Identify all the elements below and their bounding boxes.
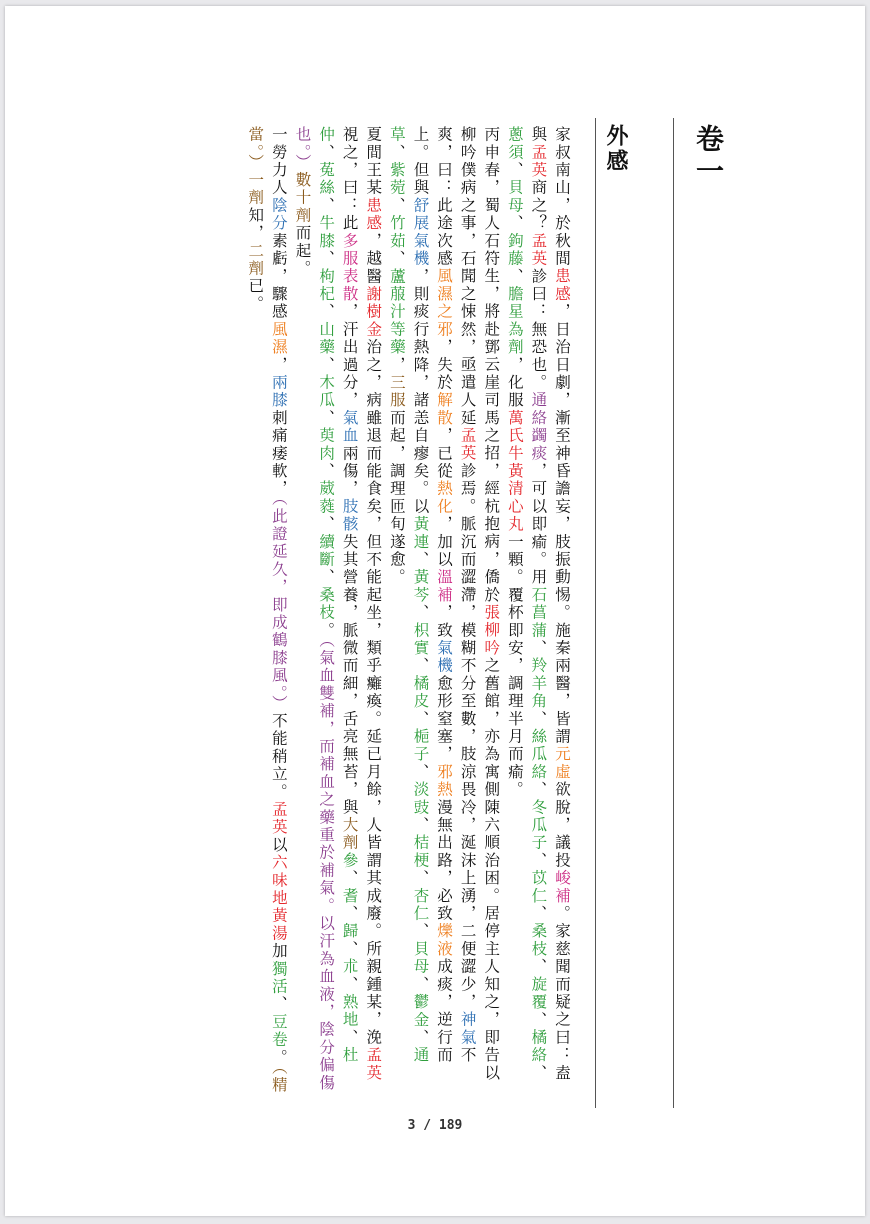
highlighted-term: 紫菀 bbox=[387, 161, 406, 197]
text-run: 而起。 bbox=[293, 224, 312, 278]
text-run: 、 bbox=[411, 550, 430, 569]
text-run: 以 bbox=[269, 836, 288, 854]
text-run: 一勞力人 bbox=[269, 126, 288, 197]
highlighted-term: 淡豉 bbox=[411, 780, 430, 817]
text-run: 、 bbox=[387, 196, 406, 215]
text-run: 、 bbox=[505, 267, 524, 286]
text-run: ，越醫 bbox=[364, 232, 383, 286]
text-run: 素虧，驟感 bbox=[269, 232, 288, 321]
highlighted-term: 鬱金 bbox=[411, 993, 430, 1029]
text-run: 。 bbox=[269, 1048, 288, 1067]
highlighted-term: 黃連 bbox=[411, 515, 430, 551]
text-run: 兩傷， bbox=[340, 444, 359, 498]
text-run: 、 bbox=[411, 816, 430, 835]
highlighted-term: 獨活 bbox=[269, 960, 288, 996]
text-run: 、 bbox=[529, 1064, 548, 1082]
highlighted-term: 牛膝 bbox=[317, 214, 336, 250]
highlighted-term: 枸杞 bbox=[317, 267, 336, 304]
highlighted-term: 孟英 bbox=[458, 426, 477, 463]
text-run: 之舊館，亦為寓側陳六順治困。居停主人知之，即告以柳吟僕病之事，石聞之悚然，亟遣人延 bbox=[458, 126, 501, 1082]
highlighted-term: 絲 bbox=[317, 179, 336, 197]
highlighted-term: 山藥 bbox=[317, 320, 336, 357]
highlighted-term: 二劑 bbox=[246, 242, 265, 278]
text-run: 、 bbox=[317, 515, 336, 534]
highlighted-term: 孟英 bbox=[364, 1046, 383, 1082]
text-run: ，加以 bbox=[435, 515, 454, 569]
text-run: 家叔南山，於秋間 bbox=[553, 126, 571, 268]
highlighted-term: 萬氏牛黃清心丸 bbox=[505, 409, 524, 534]
highlighted-term: 三服 bbox=[387, 373, 406, 410]
highlighted-term: 大劑 bbox=[340, 816, 359, 852]
text-run: 愈形窒塞， bbox=[435, 674, 454, 764]
text-run: ，則痰行熱降，諸恙自瘳矣。以 bbox=[411, 267, 430, 516]
text-run: 、 bbox=[411, 869, 430, 888]
text-run: ，失於 bbox=[435, 338, 454, 392]
highlighted-term: 肢骸 bbox=[340, 497, 359, 534]
highlighted-term: 元虛 bbox=[553, 745, 571, 781]
text-run: 、 bbox=[529, 958, 548, 976]
highlighted-term: 孟英 bbox=[269, 800, 288, 837]
highlighted-term: 蔥 bbox=[505, 126, 524, 144]
highlighted-term: 桑枝 bbox=[529, 922, 548, 959]
highlighted-term: 陰分 bbox=[269, 196, 288, 233]
text-run: 、 bbox=[505, 214, 524, 233]
highlighted-term: （精當。） bbox=[246, 126, 288, 1095]
highlighted-term: 謝樹金 bbox=[364, 285, 383, 339]
highlighted-term: 爍液 bbox=[435, 922, 454, 958]
highlighted-term: 通草 bbox=[387, 126, 430, 1065]
highlighted-term: 熱化 bbox=[435, 480, 454, 516]
highlighted-term: 膽星為劑 bbox=[505, 285, 524, 357]
text-run: ，致 bbox=[435, 603, 454, 640]
highlighted-term: 氣機 bbox=[435, 639, 454, 675]
text-run: 加 bbox=[269, 942, 288, 961]
page-number: 3 / 189 bbox=[407, 1118, 463, 1133]
highlighted-term: 六味地黃湯 bbox=[269, 853, 288, 943]
text-run: 、 bbox=[411, 1028, 430, 1047]
text-run: 視之，曰：此 bbox=[340, 126, 359, 233]
text-run: 、 bbox=[387, 249, 406, 268]
text-run: ，可以即瘉。用 bbox=[529, 462, 548, 587]
text-run: 、 bbox=[317, 143, 336, 162]
text-run: 、 bbox=[387, 143, 406, 162]
highlighted-term: 峻補 bbox=[553, 869, 571, 905]
highlighted-term: 萸肉 bbox=[317, 426, 336, 463]
highlighted-term: 氣血 bbox=[340, 409, 359, 445]
highlighted-term: 苡仁 bbox=[529, 869, 548, 905]
text-run: 知， bbox=[246, 206, 265, 243]
text-run: 、 bbox=[411, 922, 430, 941]
highlighted-term: 冬瓜子 bbox=[529, 798, 548, 852]
highlighted-term: 孟英 bbox=[529, 232, 548, 268]
text-run: 刺痛痿軟， bbox=[269, 409, 288, 498]
text-run: 、 bbox=[317, 462, 336, 481]
highlighted-term: 貝母 bbox=[411, 940, 430, 976]
highlighted-term: 菟 bbox=[317, 161, 336, 180]
paragraph bbox=[384, 126, 502, 1096]
highlighted-term: 孟英 bbox=[529, 143, 548, 180]
text-run: 、 bbox=[340, 1028, 359, 1047]
text-run: ，汗出過分， bbox=[340, 303, 359, 410]
highlighted-term: 患感 bbox=[553, 267, 571, 304]
volume-title: 卷一 bbox=[692, 124, 725, 188]
highlighted-term: 通絡蠲痰 bbox=[529, 391, 548, 463]
highlighted-term: 葳蕤 bbox=[317, 480, 336, 516]
highlighted-term: 兩膝 bbox=[269, 373, 288, 410]
highlighted-term: 溫補 bbox=[435, 568, 454, 604]
text-run: 、 bbox=[411, 710, 430, 728]
text-run: ，已從 bbox=[435, 426, 454, 481]
highlighted-term: 舒展氣機 bbox=[411, 196, 430, 268]
highlighted-term: 解散 bbox=[435, 391, 454, 427]
highlighted-term: 一劑 bbox=[246, 171, 265, 207]
text-run: 、 bbox=[529, 851, 548, 870]
text-run: 、 bbox=[529, 639, 548, 658]
highlighted-term: 枳實 bbox=[411, 621, 430, 658]
highlighted-term: 桑枝 bbox=[317, 586, 336, 622]
highlighted-term: 患感 bbox=[364, 196, 383, 233]
text-run: 一顆。覆杯即安，調理半月而瘉。 bbox=[505, 533, 524, 799]
text-run: 、 bbox=[317, 249, 336, 268]
text-run: 丙申春，蜀人石符生，將赴鄧云崖司馬之招，經杭抱病，僑於 bbox=[482, 126, 501, 604]
highlighted-term: 熟地 bbox=[340, 993, 359, 1029]
highlighted-term: 參 bbox=[340, 851, 359, 870]
text-run: 、 bbox=[505, 161, 524, 180]
document-page bbox=[5, 6, 865, 1216]
highlighted-term: 神氣 bbox=[458, 1011, 477, 1047]
highlighted-term: 朮 bbox=[340, 957, 359, 976]
text-run: 已。 bbox=[246, 277, 265, 313]
text-run: 。 bbox=[317, 621, 336, 640]
body-text bbox=[243, 126, 573, 1096]
paragraph bbox=[243, 126, 290, 1096]
highlighted-term: 旋覆 bbox=[529, 975, 548, 1012]
highlighted-term: 耆 bbox=[340, 887, 359, 905]
text-run: 、 bbox=[317, 568, 336, 587]
highlighted-term: 木瓜 bbox=[317, 373, 336, 410]
text-run: 、 bbox=[411, 657, 430, 675]
text-run: 不能稍立。 bbox=[269, 712, 288, 801]
text-run: 診曰：無恐也。 bbox=[529, 267, 548, 392]
text-run: 成痰，逆行而上。但與 bbox=[411, 126, 454, 1065]
text-run: 、 bbox=[411, 763, 430, 781]
highlighted-term: 風濕之邪 bbox=[435, 267, 454, 339]
highlighted-term: 梔子 bbox=[411, 727, 430, 764]
highlighted-term: 羚羊角 bbox=[529, 657, 548, 711]
text-run: 欲脫，議投 bbox=[553, 780, 571, 870]
text-run: 夏間王某 bbox=[364, 126, 383, 197]
highlighted-term: （氣血雙補，而補血之藥重於補氣。以汗為血液，陰分偏傷也。） bbox=[293, 126, 336, 1092]
volume-title-block bbox=[673, 118, 728, 1108]
highlighted-term: 數十劑 bbox=[293, 171, 312, 225]
highlighted-term: 絲瓜絡 bbox=[529, 727, 548, 781]
text-run: 、 bbox=[529, 780, 548, 799]
section-title-block bbox=[595, 118, 634, 1108]
highlighted-term: 豆卷 bbox=[269, 1013, 288, 1049]
text-run: 、 bbox=[411, 603, 430, 622]
text-run: 漫無出路，必致 bbox=[435, 798, 454, 923]
section-title: 外感 bbox=[603, 124, 629, 174]
text-run: 、 bbox=[269, 995, 288, 1014]
text-run: 、 bbox=[529, 1011, 548, 1029]
highlighted-term: 竹茹 bbox=[387, 214, 406, 250]
highlighted-term: 多服表散 bbox=[340, 232, 359, 304]
text-run: 、 bbox=[529, 904, 548, 923]
text-run: ， bbox=[269, 356, 288, 374]
text-run: 診焉。脈沉而澀滯，模糊不分至數，肢涼畏冷，涎沫上湧，二便澀少， bbox=[458, 462, 477, 1012]
text-run: 、 bbox=[317, 196, 336, 215]
highlighted-term: 續斷 bbox=[317, 533, 336, 569]
text-run: 、 bbox=[317, 409, 336, 427]
highlighted-term: 桔梗 bbox=[411, 834, 430, 870]
highlighted-term: 橘皮 bbox=[411, 674, 430, 711]
highlighted-term: （此證延久，即成鶴膝風。） bbox=[269, 497, 288, 713]
highlighted-term: 黃芩 bbox=[411, 568, 430, 604]
text-run: 、 bbox=[340, 904, 359, 923]
text-run: 、 bbox=[340, 940, 359, 958]
highlighted-term: 風濕 bbox=[269, 320, 288, 357]
text-run: ， bbox=[387, 356, 406, 374]
text-run: ，日治日劇，漸至神昏譫妄，肢振動惕。施秦兩醫，皆謂 bbox=[553, 303, 571, 746]
text-run: 不爽，曰：此途次感 bbox=[435, 126, 477, 1065]
text-run: 失其營養，脈微而細，舌亮無苔，與 bbox=[340, 533, 359, 817]
text-run: 、 bbox=[317, 303, 336, 321]
highlighted-term: 蘆菔汁等藥 bbox=[387, 267, 406, 357]
highlighted-term: 歸 bbox=[340, 922, 359, 941]
highlighted-term: 鉤藤 bbox=[505, 232, 524, 268]
highlighted-term: 須 bbox=[505, 143, 524, 162]
text-run: 、 bbox=[340, 975, 359, 994]
text-run: 、 bbox=[411, 975, 430, 994]
highlighted-term: 石菖蒲 bbox=[529, 586, 548, 640]
paragraph bbox=[290, 126, 384, 1096]
text-run: 而起，調理匝旬遂愈。 bbox=[387, 409, 406, 587]
text-run: 、 bbox=[340, 869, 359, 888]
highlighted-term: 杜仲 bbox=[317, 126, 359, 1065]
text-run: 商之？ bbox=[529, 179, 548, 233]
highlighted-term: 杏仁 bbox=[411, 887, 430, 923]
highlighted-term: 橘絡 bbox=[529, 1028, 548, 1065]
highlighted-term: 貝母 bbox=[505, 179, 524, 215]
highlighted-term: 邪熱 bbox=[435, 763, 454, 799]
text-run: 、 bbox=[529, 710, 548, 728]
text-run: 治之，病雖退而能食矣，但不能起坐，類乎癱瘓。延已月餘，人皆謂其成廢。所親鍾某，浼 bbox=[364, 338, 383, 1047]
text-run: 、 bbox=[317, 356, 336, 374]
text-run: ，化服 bbox=[505, 356, 524, 410]
highlighted-term: 張柳吟 bbox=[482, 603, 501, 658]
paragraph bbox=[502, 126, 573, 1096]
text-run: 。家慈聞而疑之曰：盍與 bbox=[529, 126, 571, 1082]
